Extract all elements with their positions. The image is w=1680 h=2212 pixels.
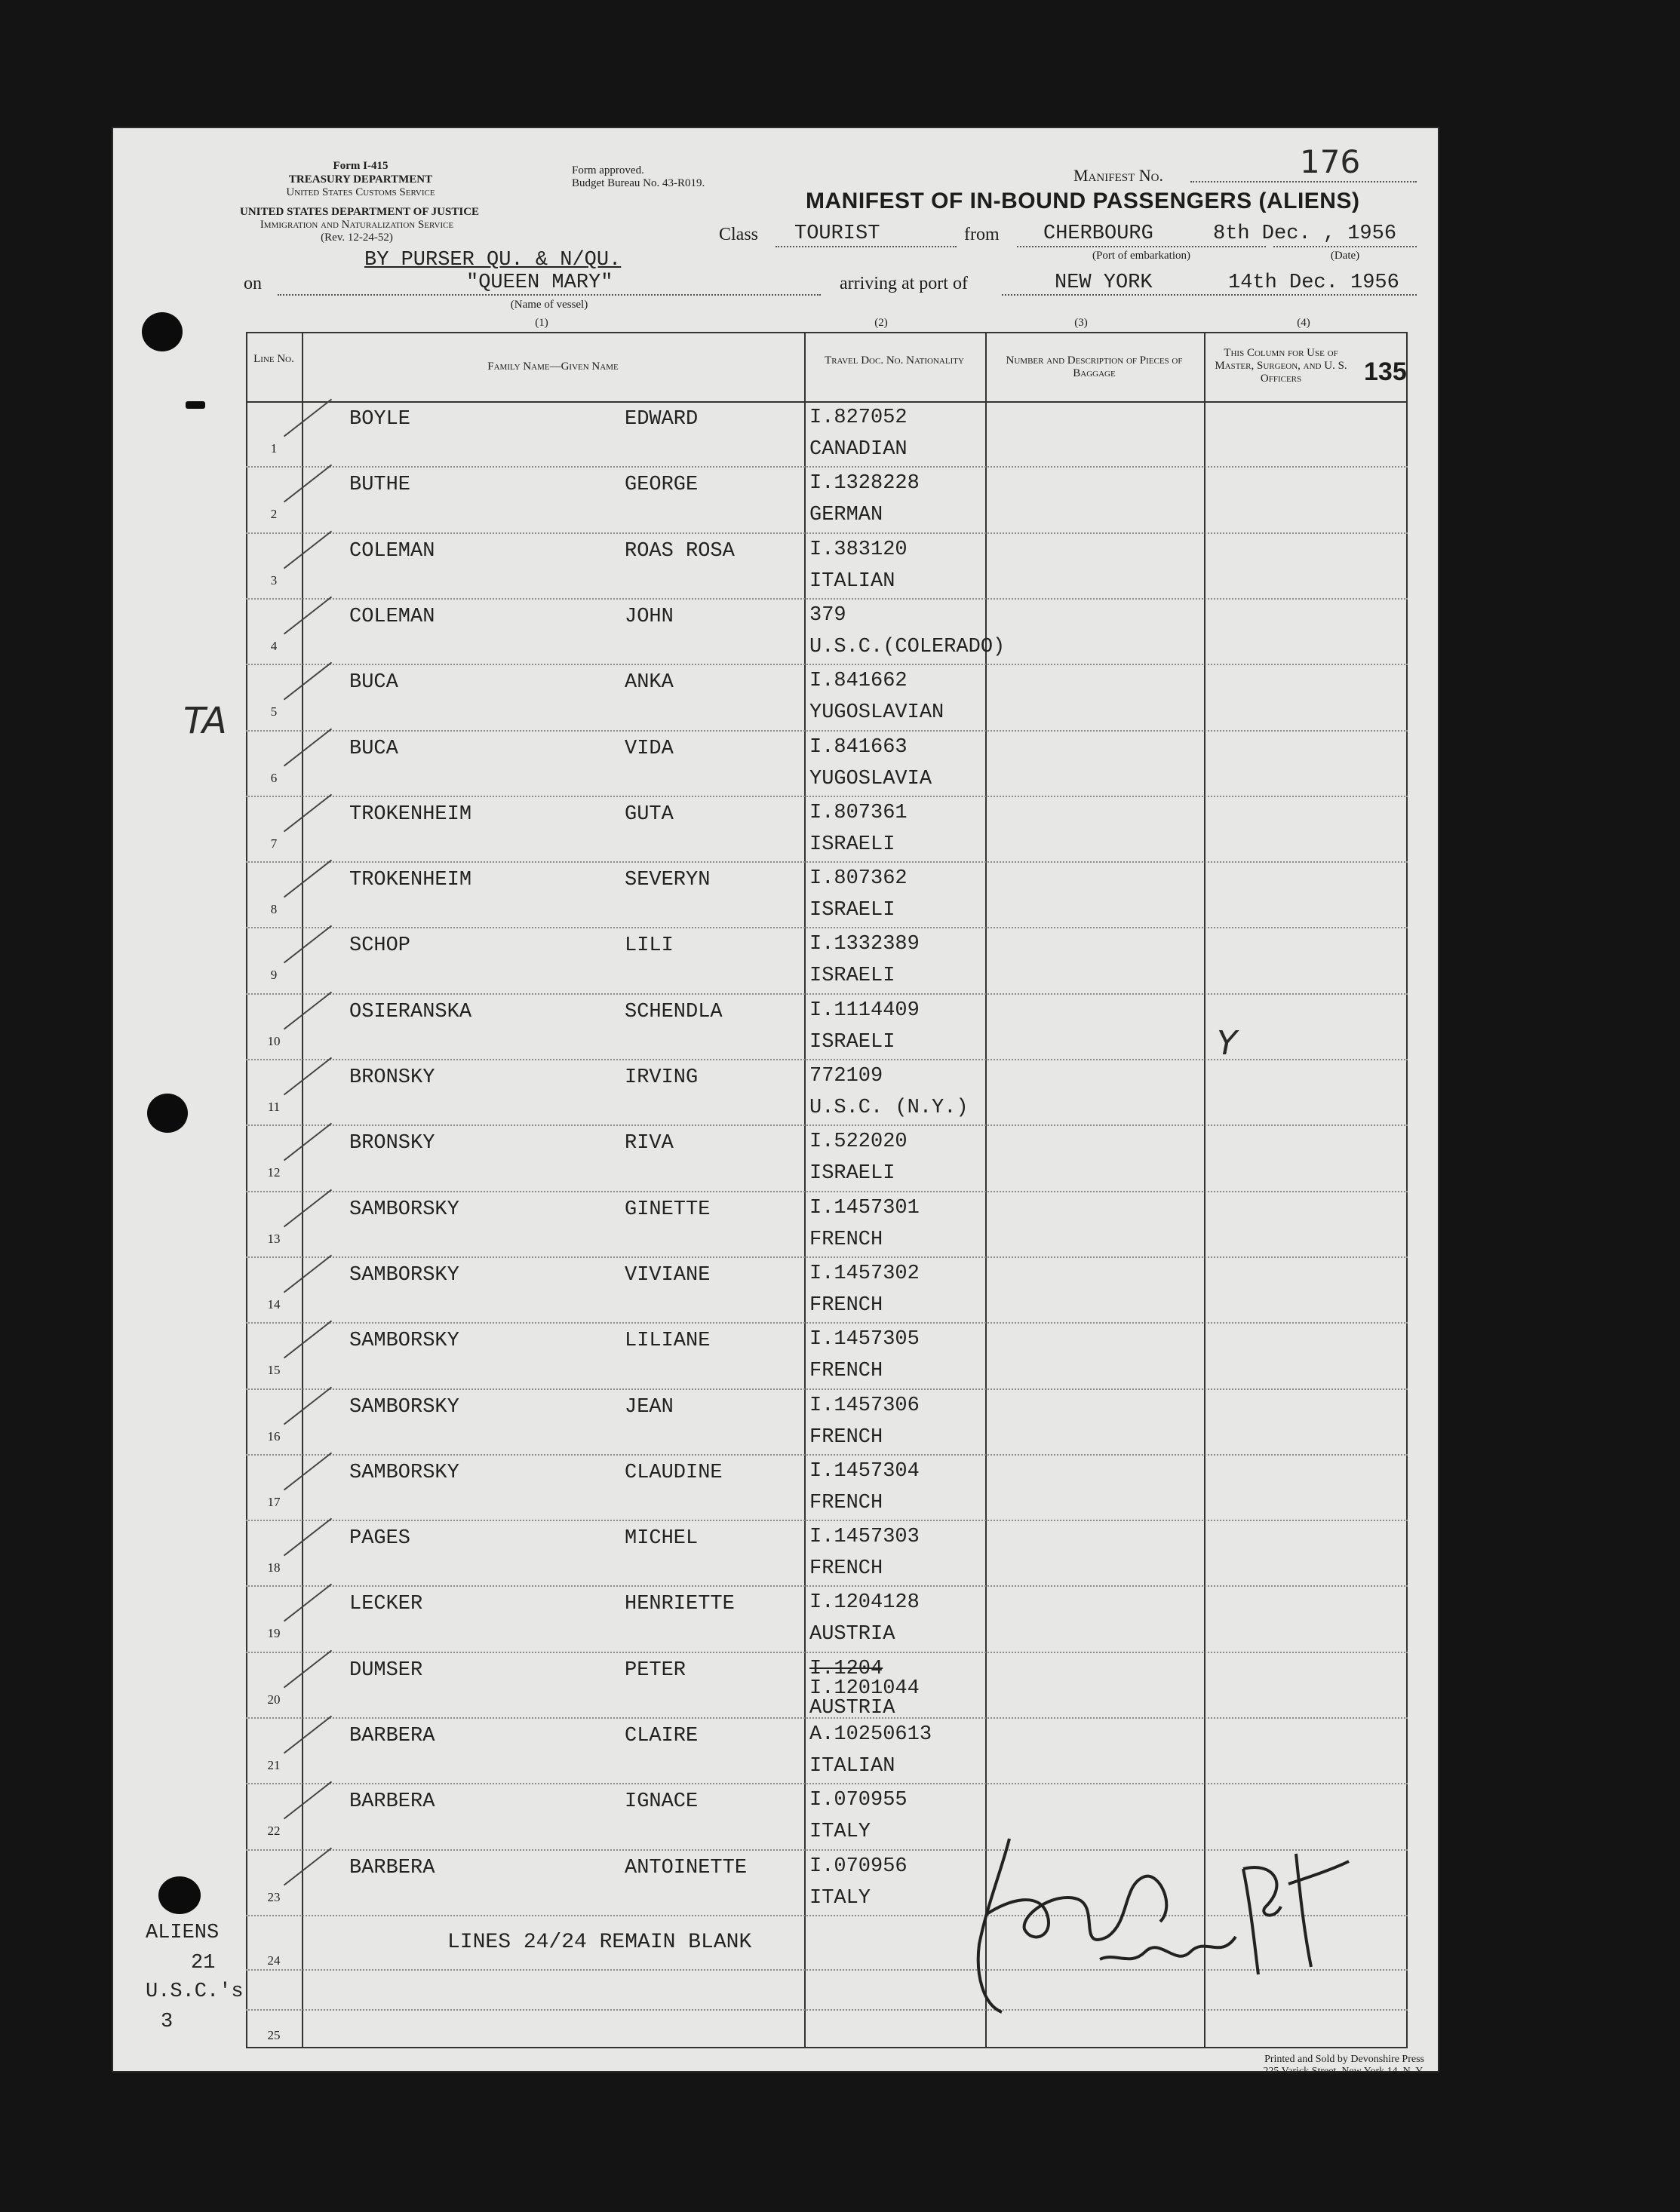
travel-doc-number: I.1457304: [809, 1459, 920, 1483]
given-name: VIVIANE: [625, 1263, 711, 1287]
punch-mark: [186, 401, 205, 409]
nationality: ISRAELI: [809, 899, 895, 922]
given-name: GUTA: [625, 802, 674, 826]
line-number: 16: [267, 1428, 281, 1443]
line-number-25: 25: [267, 2028, 281, 2042]
port-of-arrival: NEW YORK: [1055, 272, 1153, 294]
family-name: TROKENHEIM: [349, 802, 472, 826]
family-name: BUCA: [349, 737, 398, 760]
row-divider: [246, 1652, 1408, 1653]
family-name: OSIERANSKA: [349, 1000, 472, 1023]
row-divider: [246, 598, 1408, 600]
row-divider: [246, 1585, 1408, 1587]
revision-date: (Rev. 12-24-52): [321, 232, 393, 244]
travel-doc-number: I.1332389: [809, 933, 920, 956]
by-purser: BY PURSER QU. & N/QU.: [364, 249, 622, 272]
row-divider: [246, 1454, 1408, 1456]
given-name: RIVA: [625, 1132, 674, 1155]
col-baggage: Number and Description of Pieces of Baggage: [1006, 354, 1183, 379]
family-name: BUCA: [349, 671, 398, 695]
line-number: 9: [270, 968, 278, 983]
budget-bureau-no: Budget Bureau No. 43-R019.: [572, 177, 705, 189]
nationality: ITALIAN: [809, 569, 895, 593]
form-number: Form I-415: [333, 160, 389, 172]
row-divider: [246, 532, 1408, 534]
travel-doc-number: A.10250613: [809, 1723, 932, 1746]
line-number-24: 24: [267, 1953, 281, 1968]
manifest-no-label: Manifest No.: [1073, 166, 1163, 185]
given-name: IGNACE: [625, 1790, 699, 1814]
travel-doc-number: I.070956: [809, 1855, 908, 1878]
row-divider: [246, 796, 1408, 797]
given-name: ANKA: [625, 671, 674, 695]
line-number: 13: [267, 1231, 281, 1246]
stamp-number: 135: [1364, 357, 1407, 386]
aliens-count: 21: [191, 1952, 216, 1974]
given-name: EDWARD: [625, 408, 699, 431]
given-name: ANTOINETTE: [625, 1856, 748, 1879]
nationality: FRENCH: [809, 1491, 883, 1514]
line-number: 2: [270, 507, 278, 522]
travel-doc-number: I.070955: [809, 1789, 908, 1812]
nationality: ISRAELI: [809, 1030, 895, 1054]
family-name: BARBERA: [349, 1725, 435, 1747]
port-embark-caption: (Port of embarkation): [1092, 250, 1190, 262]
given-name: VIDA: [625, 737, 674, 760]
immigration-service: Immigration and Naturalization Service: [260, 219, 454, 231]
line-number: 7: [270, 836, 278, 851]
remain-blank-note: LINES 24/24 REMAIN BLANK: [447, 1931, 752, 1954]
nationality: U.S.C. (N.Y.): [809, 1097, 969, 1119]
nationality: FRENCH: [809, 1557, 883, 1581]
family-name: SAMBORSKY: [349, 1263, 459, 1287]
family-name: COLEMAN: [349, 605, 435, 628]
line-number: 20: [267, 1692, 281, 1707]
row-divider: [246, 993, 1408, 995]
line-number: 12: [267, 1165, 281, 1180]
family-name: DUMSER: [349, 1658, 423, 1682]
nationality: U.S.C.(COLERADO): [809, 635, 1006, 658]
row-divider: [246, 1783, 1408, 1784]
col-travel-doc: Travel Doc. No. Nationality: [825, 354, 964, 367]
family-name: BRONSKY: [349, 1066, 435, 1089]
nationality: YUGOSLAVIAN: [809, 701, 944, 725]
row-divider: [246, 664, 1408, 665]
family-name: TROKENHEIM: [349, 869, 472, 892]
given-name: SEVERYN: [625, 869, 711, 892]
from-label: from: [964, 225, 1000, 244]
line-number: 3: [270, 572, 278, 588]
given-name: IRVING: [625, 1066, 699, 1089]
travel-doc-number: 379: [809, 603, 846, 627]
line-number: 21: [267, 1758, 281, 1772]
travel-doc-number: I.1114409: [809, 999, 920, 1022]
row-divider: [246, 1388, 1408, 1390]
line-number: 6: [270, 770, 278, 785]
aliens-label: ALIENS: [146, 1922, 220, 1944]
row-divider: [246, 466, 1408, 468]
family-name: BOYLE: [349, 408, 411, 431]
row-divider: [246, 927, 1408, 928]
usc-count: 3: [161, 2011, 174, 2033]
row-divider: [246, 1256, 1408, 1258]
row-divider: [246, 1520, 1408, 1521]
department-of-justice: UNITED STATES DEPARTMENT OF JUSTICE: [240, 206, 480, 218]
line-number: 23: [267, 1889, 281, 1904]
customs-service: United States Customs Service: [286, 186, 435, 198]
nationality: ITALY: [809, 1886, 871, 1910]
travel-doc-number: I.1457301: [809, 1196, 920, 1220]
travel-doc-number: I.522020: [809, 1131, 908, 1154]
travel-doc-number: I.1204: [809, 1657, 883, 1680]
travel-doc-number: I.1457305: [809, 1328, 920, 1351]
col-number-1: (1): [535, 317, 548, 329]
travel-doc-number: I.383120: [809, 538, 908, 561]
line-number: 8: [270, 902, 278, 917]
arriving-label: arriving at port of: [840, 274, 968, 293]
class-value: TOURIST: [794, 222, 880, 245]
printer-line-2: 225 Varick Street, New York 14, N. Y.: [1263, 2066, 1424, 2077]
line-number: 4: [270, 638, 278, 653]
manifest-no-value: 176: [1300, 143, 1361, 180]
treasury-department: TREASURY DEPARTMENT: [288, 173, 433, 186]
line-number: 15: [267, 1363, 281, 1378]
vessel-caption: (Name of vessel): [510, 299, 588, 311]
family-name: SCHOP: [349, 934, 411, 958]
given-name: SCHENDLA: [625, 1000, 723, 1023]
embarkation-date: 8th Dec. , 1956: [1213, 222, 1397, 245]
travel-doc-number: I.827052: [809, 407, 908, 429]
nationality: AUSTRIA: [809, 1696, 895, 1720]
travel-doc-number: I.1457303: [809, 1526, 920, 1549]
on-label: on: [244, 274, 262, 293]
given-name: JEAN: [625, 1395, 674, 1419]
nationality: FRENCH: [809, 1293, 883, 1317]
printer-line-1: Printed and Sold by Devonshire Press: [1264, 2054, 1424, 2065]
given-name: MICHEL: [625, 1527, 699, 1551]
line-number: 22: [267, 1824, 281, 1839]
nationality: ISRAELI: [809, 1162, 895, 1186]
family-name: SAMBORSKY: [349, 1330, 459, 1353]
line-number: 17: [267, 1494, 281, 1509]
nationality: ISRAELI: [809, 833, 895, 856]
family-name: LECKER: [349, 1593, 423, 1616]
col-official-use: This Column for Use of Master, Surgeon, and U. S. Officers: [1215, 347, 1347, 385]
line-number: 11: [267, 1100, 281, 1114]
line-number: 1: [270, 441, 278, 456]
official-mark: Y: [1217, 1024, 1237, 1063]
binder-hole-middle: [147, 1094, 188, 1133]
line-number: 10: [267, 1033, 281, 1048]
given-name: HENRIETTE: [625, 1593, 735, 1616]
given-name: CLAIRE: [625, 1725, 699, 1747]
manifest-title: MANIFEST OF IN-BOUND PASSENGERS (ALIENS): [806, 189, 1360, 213]
given-name: PETER: [625, 1658, 686, 1682]
travel-doc-number: I.807362: [809, 867, 908, 891]
travel-doc-number: I.841663: [809, 735, 908, 759]
nationality: AUSTRIA: [809, 1623, 895, 1646]
given-name: LILI: [625, 934, 674, 958]
family-name: BARBERA: [349, 1856, 435, 1879]
nationality: FRENCH: [809, 1360, 883, 1383]
line-number: 14: [267, 1296, 281, 1312]
family-name: SAMBORSKY: [349, 1395, 459, 1419]
col-number-3: (3): [1074, 317, 1088, 329]
nationality: CANADIAN: [809, 438, 908, 461]
col-number-4: (4): [1297, 317, 1310, 329]
travel-doc-number: I.1457306: [809, 1394, 920, 1417]
family-name: BUTHE: [349, 474, 411, 497]
row-divider: [246, 1124, 1408, 1126]
family-name: COLEMAN: [349, 539, 435, 563]
class-label: Class: [719, 225, 759, 244]
family-name: BRONSKY: [349, 1132, 435, 1155]
travel-doc-number: I.841662: [809, 670, 908, 693]
given-name: ROAS ROSA: [625, 539, 735, 563]
nationality: GERMAN: [809, 504, 883, 527]
binder-hole-bottom: [158, 1876, 201, 1914]
form-approved: Form approved.: [572, 164, 644, 176]
nationality: ISRAELI: [809, 965, 895, 988]
line-number: 18: [267, 1560, 281, 1575]
nationality: ITALIAN: [809, 1755, 895, 1778]
margin-initials: TA: [183, 700, 227, 742]
manifest-sheet: [112, 127, 1439, 2077]
nationality: FRENCH: [809, 1425, 883, 1449]
travel-doc-number: I.1204128: [809, 1591, 920, 1615]
travel-doc-number: I.807361: [809, 801, 908, 824]
row-divider: [246, 730, 1408, 732]
given-name: LILIANE: [625, 1330, 711, 1353]
given-name: GEORGE: [625, 474, 699, 497]
given-name: JOHN: [625, 605, 674, 628]
given-name: CLAUDINE: [625, 1461, 723, 1484]
binder-hole-top: [142, 312, 183, 351]
family-name: BARBERA: [349, 1790, 435, 1814]
travel-doc-number: I.1457302: [809, 1262, 920, 1285]
family-name: PAGES: [349, 1527, 411, 1551]
date-caption: (Date): [1330, 250, 1360, 262]
given-name: GINETTE: [625, 1198, 711, 1221]
signature-image: [957, 1824, 1379, 2035]
col-line-no: Line No.: [253, 353, 294, 365]
row-divider: [246, 1191, 1408, 1192]
arrival-date: 14th Dec. 1956: [1228, 272, 1399, 294]
row-divider: [246, 861, 1408, 863]
usc-label: U.S.C.'s: [146, 1980, 244, 2003]
family-name: SAMBORSKY: [349, 1461, 459, 1484]
travel-doc-number: I.1328228: [809, 472, 920, 495]
travel-doc-number-corrected: I.1201044: [809, 1677, 920, 1700]
nationality: YUGOSLAVIA: [809, 767, 932, 790]
col-number-2: (2): [874, 317, 888, 329]
nationality: ITALY: [809, 1821, 871, 1844]
port-of-embarkation: CHERBOURG: [1043, 222, 1153, 245]
travel-doc-number: 772109: [809, 1065, 883, 1088]
nationality: FRENCH: [809, 1228, 883, 1251]
col-family-given-name: Family Name—Given Name: [487, 360, 619, 373]
vessel-name: "QUEEN MARY": [466, 272, 613, 294]
row-divider: [246, 1322, 1408, 1324]
family-name: SAMBORSKY: [349, 1198, 459, 1221]
line-number: 19: [267, 1626, 281, 1641]
line-number: 5: [270, 704, 278, 719]
